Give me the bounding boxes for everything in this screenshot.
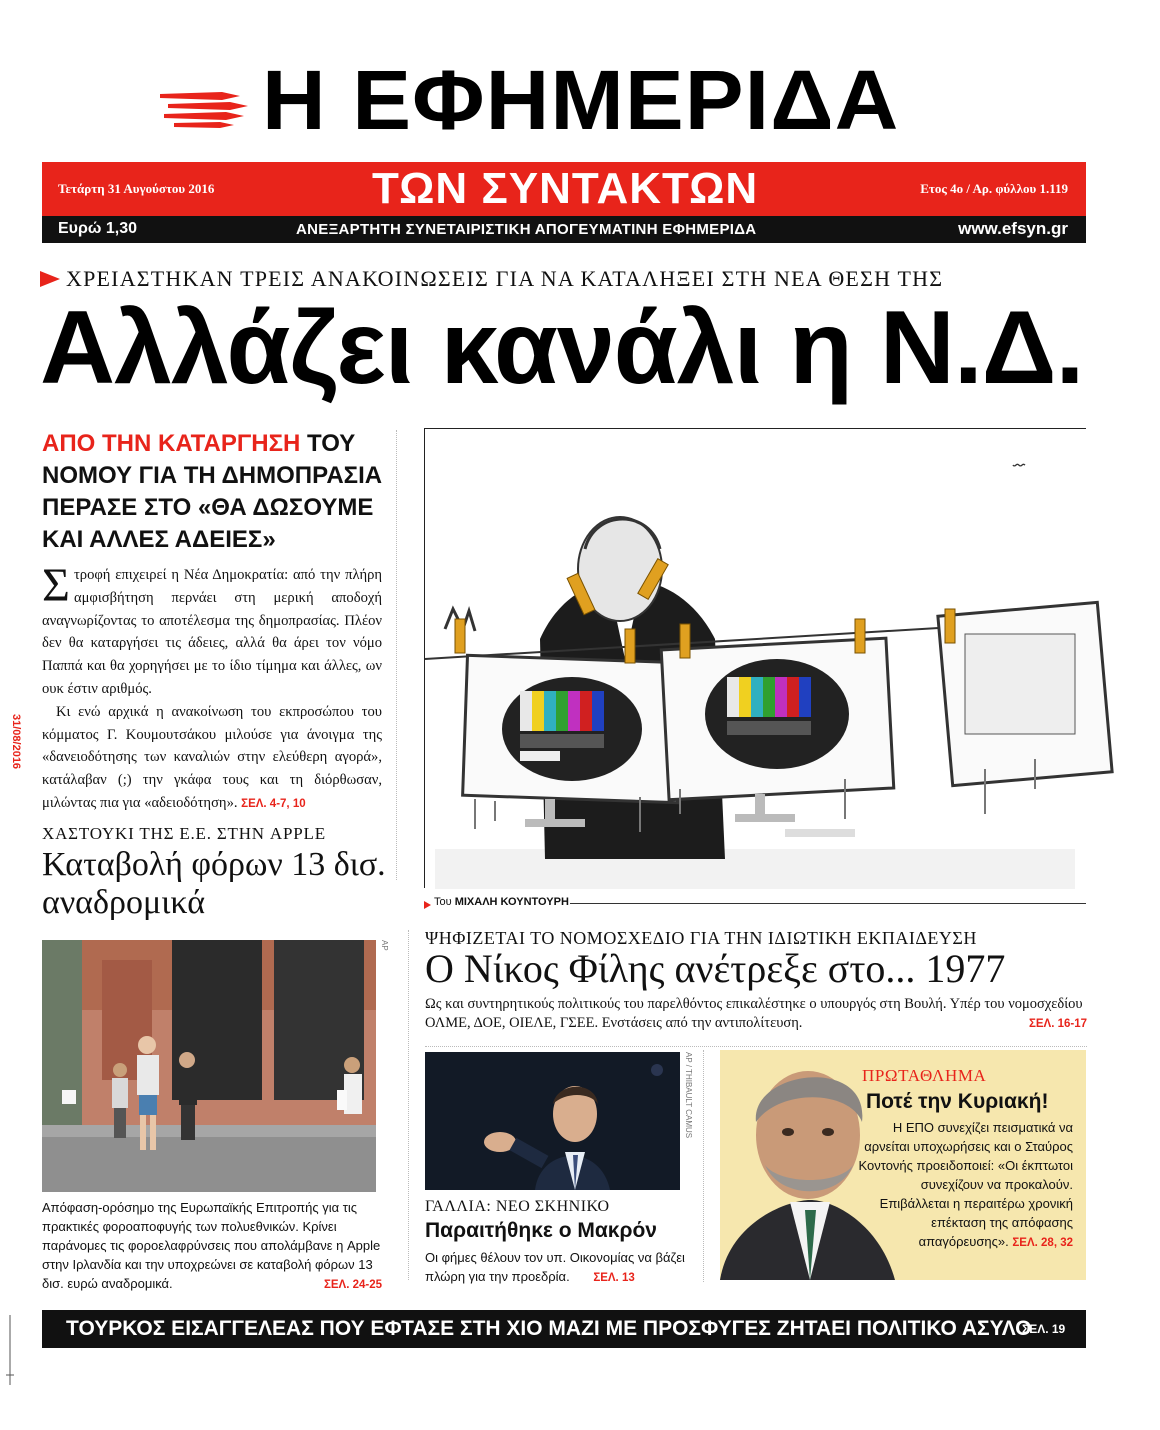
lead-kicker: ΧΡΕΙΑΣΤΗΚΑΝ ΤΡΕΙΣ ΑΝΑΚΟΙΝΩΣΕΙΣ ΓΙΑ ΝΑ ΚΑΤΑΛΗΞΕΙ ΣΤΗ ΝΕΑ ΘΕΣΗ ΤΗΣ: [66, 266, 944, 291]
credit-arrow-icon: [424, 901, 431, 909]
apple-photo-credit: AP: [380, 940, 389, 951]
kontonis-body: [855, 1118, 1073, 1253]
lead-paragraph-1-text: τροφή επιχειρεί η Νέα Δημοκρατία: από την πλήρη αμφισβήτηση περνάει στη μερική αποδοχή αναγνωρίζοντας το αποτέλεσμα της δημοπρασίας. Πλέον δεν θα καταργήσει τις άδειες, αλλά θα άρει τον νόμο Παππά και θα χορηγήσει με το ίδιο τίμημα και άλλες, ων ουκ έστιν αριθμός.: [42, 567, 382, 697]
macron-body: [425, 1248, 687, 1288]
credit-rule: [570, 903, 1086, 904]
macron-photo-credit: AP / THIBAULT CAMUS: [684, 1052, 693, 1139]
newspaper-subtitle: ΤΩΝ ΣΥΝΤΑΚΤΩΝ: [372, 164, 759, 213]
filis-headline[interactable]: Ο Νίκος Φίλης ανέτρεξε στο... 1977: [425, 946, 1006, 991]
filis-page-ref[interactable]: ΣΕΛ. 16-17: [1028, 1018, 1087, 1030]
column-divider-3: [703, 1050, 704, 1282]
kicker-arrow-icon: [40, 271, 60, 287]
kontonis-page-ref[interactable]: ΣΕΛ. 28, 32: [1012, 1237, 1073, 1249]
apple-kicker: ΧΑΣΤΟΥΚΙ ΤΗΣ Ε.Ε. ΣΤΗΝ APPLE: [42, 824, 326, 843]
horizontal-divider: [425, 1046, 1087, 1047]
cartoon-drawing: [425, 429, 1087, 889]
apple-headline[interactable]: Καταβολή φόρων 13 δισ. αναδρομικά: [42, 846, 386, 921]
apple-page-ref[interactable]: ΣΕΛ. 24-25: [323, 1279, 382, 1291]
macron-headline[interactable]: Παραιτήθηκε ο Μακρόν: [425, 1219, 657, 1242]
svg-text:⌇: ⌇: [1012, 461, 1029, 469]
apple-body: [42, 1198, 382, 1295]
lead-headline[interactable]: Αλλάζει κανάλι η Ν.Δ.: [40, 290, 1084, 406]
tagline: ΑΝΕΞΑΡΤΗΤΗ ΣΥΝΕΤΑΙΡΙΣΤΙΚΗ ΑΠΟΓΕΥΜΑΤΙΝΗ ΕΦΗΜΕΡΙΔΑ: [296, 221, 757, 238]
lead-deck-text: ΤΟΥ ΝΟΜΟΥ ΓΙΑ ΤΗ ΔΗΜΟΠΡΑΣΙΑ ΠΕΡΑΣΕ ΣΤΟ «ΘΑ ΔΩΣΟΥΜΕ ΚΑΙ ΑΛΛΕΣ ΑΔΕΙΕΣ»: [42, 430, 383, 553]
macron-photo: [425, 1052, 680, 1190]
filis-body-text: Ως και συντηρητικούς πολιτικούς του παρελθόντος επικαλέστηκε ο υπουργός στη Βουλή. Υπέρ του νομοσχεδίου ΟΛΜΕ, ΔΟΕ, ΟΙΕΛΕ, ΓΣΕΕ. Ενστάσεις από την αντιπολίτευση.: [425, 996, 1083, 1031]
filis-body: [425, 995, 1087, 1034]
apple-store-illustration: [42, 940, 376, 1192]
registration-mark-icon: [6, 1315, 14, 1385]
pen-nib-logo-icon: [160, 88, 255, 128]
margin-date-strip: [3, 710, 22, 830]
macron-page-ref[interactable]: ΣΕΛ. 13: [593, 1272, 635, 1284]
apple-body-text: Απόφαση-ορόσημο της Ευρωπαϊκής Επιτροπής για τις πρακτικές φοροαποφυγής των πολυεθνικών. Κρίνει παράνομες τις φοροελαφρύνσεις που απολάμβανε η Apple στην Ιρλανδία και την υποχρεώνει σε καταβολή φόρων 13 δισ. ευρώ αναδρομικά.: [42, 1200, 381, 1291]
column-divider: [396, 430, 397, 880]
kontonis-body-text: Η ΕΠΟ συνεχίζει πεισματικά να αρνείται υποχωρήσεις και ο Σταύρος Κοντονής προειδοποιεί: «Οι έκπτωτοι συνεχίζουν να προκαλούν. Επιβάλλεται η περαιτέρω χρονική επέκταση της απόφασης απαγόρευσης».: [858, 1120, 1073, 1249]
editorial-cartoon: [424, 428, 1086, 888]
cartoon-credit-prefix: Του: [434, 896, 455, 908]
macron-kicker: ΓΑΛΛΙΑ: ΝΕΟ ΣΚΗΝΙΚΟ: [425, 1198, 610, 1215]
website-link[interactable]: www.efsyn.gr: [958, 219, 1068, 238]
lead-deck-highlight: ΑΠΟ ΤΗΝ ΚΑΤΑΡΓΗΣΗ: [42, 430, 301, 457]
issue-number: Ετος 4ο / Αρ. φύλλου 1.119: [920, 181, 1068, 196]
cartoonist-name: ΜΙΧΑΛΗ ΚΟΥΝΤΟΥΡΗ: [454, 896, 569, 908]
cartoon-credit: [434, 896, 569, 908]
apple-store-photo: [42, 940, 376, 1192]
macron-body-text: Οι φήμες θέλουν τον υπ. Οικονομίας να βάζει πλώρη για την προεδρία.: [425, 1250, 685, 1284]
lead-paragraph-2: [42, 701, 382, 816]
kontonis-kicker: ΠΡΩΤΑΘΛΗΜΑ: [862, 1066, 987, 1085]
newspaper-title: Η ΕΦΗΜΕΡΙΔΑ: [262, 53, 900, 147]
lead-paragraph-1: [42, 559, 382, 701]
column-divider-2: [408, 930, 409, 1280]
issue-date: Τετάρτη 31 Αυγούστου 2016: [58, 181, 215, 196]
margin-date: 31/08/2016: [10, 714, 22, 770]
lead-deck: [42, 428, 387, 556]
filis-kicker: ΨΗΦΙΖΕΤΑΙ ΤΟ ΝΟΜΟΣΧΕΔΙΟ ΓΙΑ ΤΗΝ ΙΔΙΩΤΙΚΗ ΕΚΠΑΙΔΕΥΣΗ: [425, 928, 977, 948]
bottom-banner-page-ref[interactable]: ΣΕΛ. 19: [1022, 1322, 1066, 1336]
lead-page-ref[interactable]: ΣΕΛ. 4-7, 10: [241, 797, 306, 810]
macron-illustration: [425, 1052, 680, 1190]
lead-paragraph-2-text: Κι ενώ αρχικά η ανακοίνωση του εκπροσώπου του κόμματος Γ. Κουμουτσάκου μιλούσε για άνοιγμα της «δανειοδότησης των καναλιών στην ελεύθερη αγορά», κατάλαβαν (;) την γκάφα τους και τη διόρθωσαν, μιλώντας πια για «αδειοδότηση».: [42, 703, 382, 811]
kontonis-headline[interactable]: Ποτέ την Κυριακή!: [866, 1090, 1049, 1113]
lead-body: [42, 559, 382, 816]
drop-cap: Σ: [42, 559, 70, 612]
price: Ευρώ 1,30: [58, 220, 137, 237]
bottom-banner-headline[interactable]: ΤΟΥΡΚΟΣ ΕΙΣΑΓΓΕΛΕΑΣ ΠΟΥ ΕΦΤΑΣΕ ΣΤΗ ΧΙΟ ΜΑΖΙ ΜΕ ΠΡΟΣΦΥΓΕΣ ΖΗΤΑΕΙ ΠΟΛΙΤΙΚΟ ΑΣΥΛΟ: [66, 1317, 1032, 1340]
